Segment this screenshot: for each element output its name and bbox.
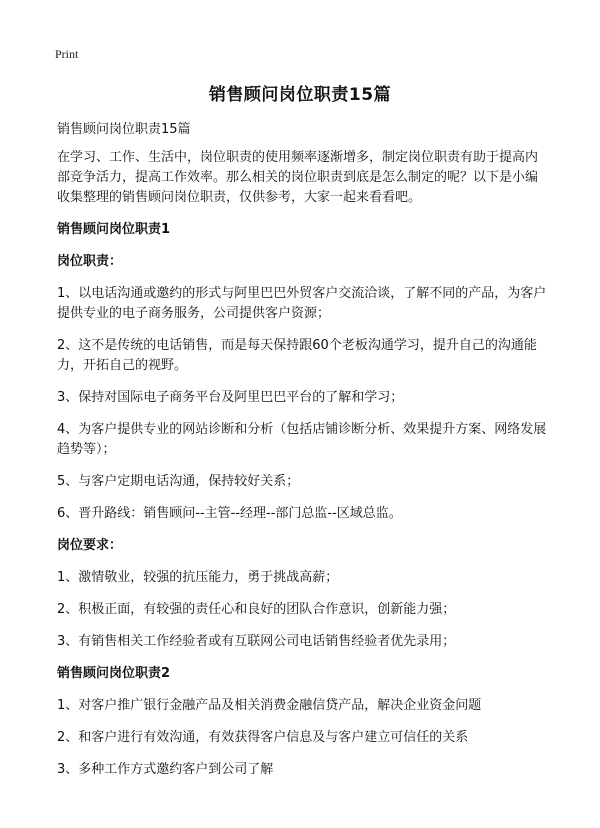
section-heading-2: 销售顾问岗位职责2: [57, 666, 171, 681]
requirement-item: 2、积极正面，有较强的责任心和良好的团队合作意识，创新能力强；: [57, 602, 456, 617]
duty-item: 1、以电话沟通或邀约的形式与阿里巴巴外贸客户交流洽谈，了解不同的产品，为客户提供专业的电子商务服务，公司提供客户资源；: [57, 286, 547, 321]
duty-item: 6、晋升路线：销售顾问--主管--经理--部门总监--区域总监。: [57, 506, 402, 521]
duties-heading: 岗位职责：: [57, 254, 123, 269]
duty-item: 2、这不是传统的电话销售，而是每天保持跟60个老板沟通学习，提升自己的沟通能力，开拓自己的视野。: [57, 338, 537, 373]
intro-paragraph: 在学习、工作、生活中，岗位职责的使用频率逐渐增多，制定岗位职责有助于提高内部竞争活力，提高工作效率。那么相关的岗位职责到底是怎么制定的呢？以下是小编收集整理的销售顾问岗位职责，仅供参考，大家一起来看看吧。: [57, 150, 539, 205]
page-title: 销售顾问岗位职责15篇: [208, 85, 392, 105]
duty-item: 4、为客户提供专业的网站诊断和分析（包括店铺诊断分析、效果提升方案、网络发展趋势等）；: [57, 422, 547, 457]
duty-item: 3、保持对国际电子商务平台及阿里巴巴平台的了解和学习；: [57, 390, 404, 405]
duty-item: 5、与客户定期电话沟通，保持较好关系；: [57, 474, 300, 489]
print-label: Print: [55, 47, 79, 61]
requirement-item: 3、有销售相关工作经验者或有互联网公司电话销售经验者优先录用；: [57, 634, 456, 649]
document-body: [57, 120, 547, 792]
requirement-item: 1、激情敬业，较强的抗压能力，勇于挑战高薪；: [57, 570, 339, 585]
section2-item: 2、和客户进行有效沟通，有效获得客户信息及与客户建立可信任的关系: [57, 730, 469, 745]
requirements-heading: 岗位要求：: [57, 538, 123, 553]
section2-item: 1、对客户推广银行金融产品及相关消费金融信贷产品，解决企业资金问题: [57, 698, 482, 713]
section-heading-1: 销售顾问岗位职责1: [57, 222, 171, 237]
document-subtitle: 销售顾问岗位职责15篇: [57, 122, 191, 137]
section2-item: 3、多种工作方式邀约客户到公司了解: [57, 762, 274, 777]
